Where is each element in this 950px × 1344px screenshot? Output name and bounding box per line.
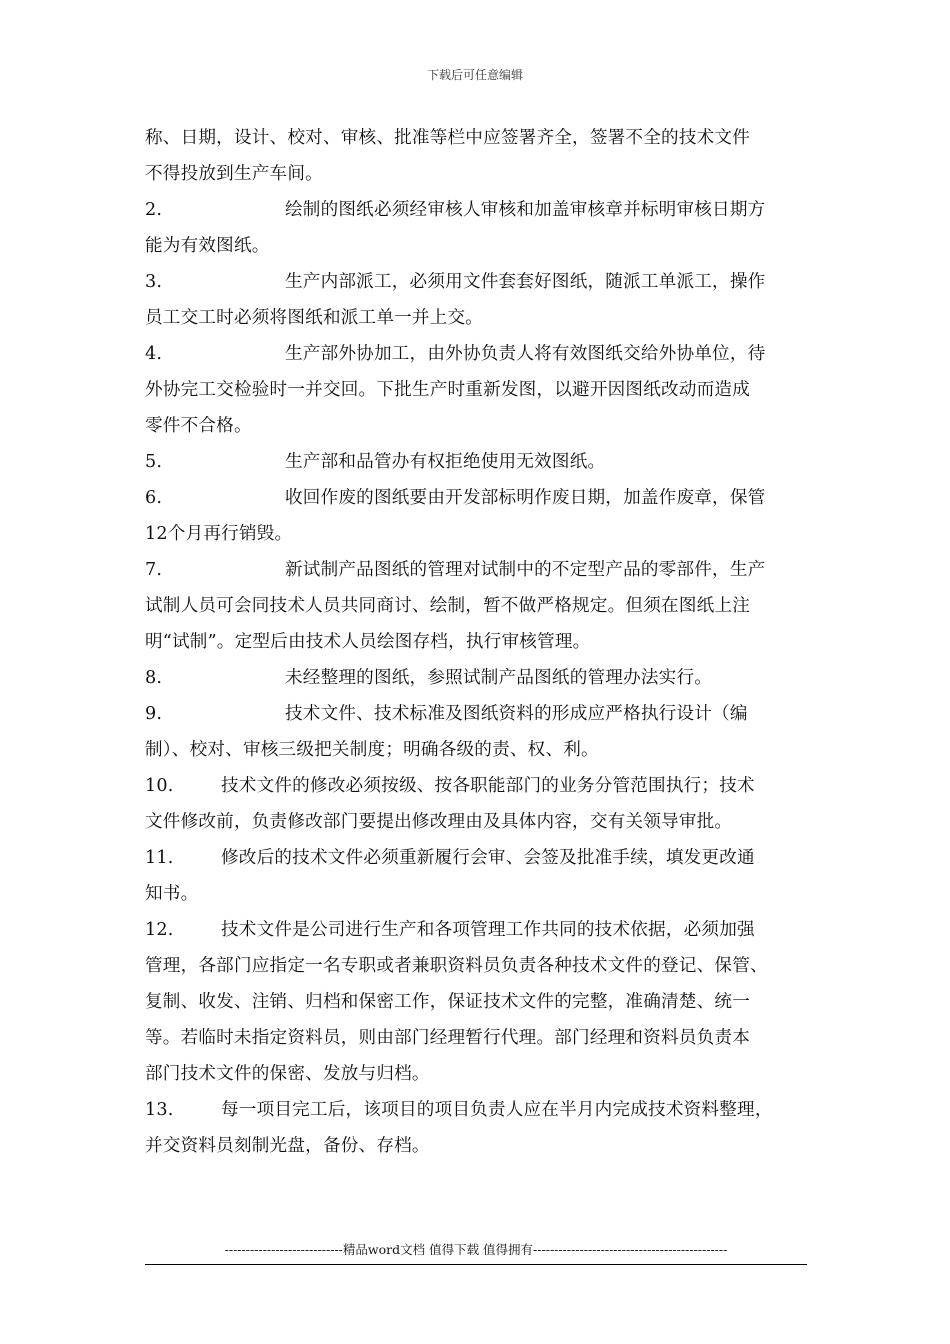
text-line: [145, 516, 811, 552]
text-line: [145, 120, 811, 156]
text-line: [145, 696, 811, 732]
text-line: [145, 300, 811, 336]
line-text: 试制人员可会同技术人员共同商讨、绘制，暂不做严格规定。但须在图纸上注: [145, 596, 750, 616]
line-text: 制）、校对、审核三级把关制度；明确各级的责、权、利。: [145, 740, 599, 760]
text-line: [145, 840, 811, 876]
line-text: 修改后的技术文件必须重新履行会审、会签及批准手续，填发更改通: [221, 848, 755, 868]
item-number: 10.: [145, 776, 174, 796]
item-number: 2.: [145, 200, 163, 220]
line-text: 管理，各部门应指定一名专职或者兼职资料员负责各种技术文件的登记、保管、: [145, 956, 768, 976]
text-line: [145, 156, 811, 192]
text-line: [145, 444, 811, 480]
line-text: 12个月再行销毁。: [145, 524, 293, 544]
item-number: 9.: [145, 704, 163, 724]
text-line: [145, 372, 811, 408]
item-number: 6.: [145, 488, 163, 508]
text-line: [145, 264, 811, 300]
text-line: [145, 1092, 811, 1128]
text-line: [145, 480, 811, 516]
text-line: [145, 552, 811, 588]
page-footer: [145, 1240, 807, 1265]
line-text: 不得投放到生产车间。: [145, 164, 323, 184]
text-line: [145, 228, 811, 264]
line-text: 绘制的图纸必须经审核人审核和加盖审核章并标明审核日期方: [285, 200, 766, 220]
line-text: 员工交工时必须将图纸和派工单一并上交。: [145, 308, 484, 328]
line-text: 并交资料员刻制光盘，备份、存档。: [145, 1136, 430, 1156]
line-text: 知书。: [145, 884, 199, 904]
text-line: [145, 948, 811, 984]
line-text: 技术文件、技术标准及图纸资料的形成应严格执行设计（编: [285, 704, 748, 724]
line-text: 文件修改前，负责修改部门要提出修改理由及具体内容，交有关领导审批。: [145, 812, 733, 832]
footer-rule: [145, 1264, 807, 1265]
line-text: 生产部外协加工，由外协负责人将有效图纸交给外协单位，待: [285, 344, 766, 364]
text-line: [145, 588, 811, 624]
line-text: 等。若临时未指定资料员，则由部门经理暂行代理。部门经理和资料员负责本: [145, 1028, 750, 1048]
line-text: 称、日期，设计、校对、审核、批准等栏中应签署齐全，签署不全的技术文件: [145, 128, 750, 148]
text-line: [145, 1056, 811, 1092]
item-number: 8.: [145, 668, 163, 688]
text-line: [145, 1020, 811, 1056]
text-line: [145, 624, 811, 660]
line-text: 技术文件的修改必须按级、按各职能部门的业务分管范围执行；技术: [221, 776, 755, 796]
text-line: [145, 768, 811, 804]
line-text: 生产部和品管办有权拒绝使用无效图纸。: [285, 452, 606, 472]
line-text: 新试制产品图纸的管理对试制中的不定型产品的零部件，生产: [285, 560, 766, 580]
line-text: 能为有效图纸。: [145, 236, 270, 256]
text-line: [145, 912, 811, 948]
item-number: 11.: [145, 848, 174, 868]
line-text: 零件不合格。: [145, 416, 252, 436]
line-text: 外协完工交检验时一并交回。下批生产时重新发图，以避开因图纸改动而造成: [145, 380, 750, 400]
text-line: [145, 660, 811, 696]
text-line: [145, 1128, 811, 1164]
item-number: 13.: [145, 1100, 174, 1120]
item-number: 7.: [145, 560, 163, 580]
text-line: [145, 336, 811, 372]
text-line: [145, 984, 811, 1020]
line-text: 每一项目完工后，该项目的项目负责人应在半月内完成技术资料整理，: [221, 1100, 773, 1120]
text-line: [145, 192, 811, 228]
text-line: [145, 408, 811, 444]
line-text: 复制、收发、注销、归档和保密工作，保证技术文件的完整，准确清楚、统一: [145, 992, 750, 1012]
line-text: 收回作废的图纸要由开发部标明作废日期，加盖作废章，保管: [285, 488, 766, 508]
line-text: 技术文件是公司进行生产和各项管理工作共同的技术依据，必须加强: [221, 920, 755, 940]
text-line: [145, 804, 811, 840]
document-body: [145, 120, 811, 1164]
page-header: 下载后可任意编辑: [426, 68, 523, 82]
line-text: 明“试制”。定型后由技术人员绘图存档，执行审核管理。: [145, 632, 591, 652]
text-line: [145, 732, 811, 768]
footer-text: ----------------------------精品word文档 值得下载 值得拥有----------------------------------------------: [224, 1242, 728, 1257]
text-line: [145, 876, 811, 912]
item-number: 5.: [145, 452, 163, 472]
item-number: 3.: [145, 272, 163, 292]
line-text: 部门技术文件的保密、发放与归档。: [145, 1064, 430, 1084]
item-number: 12.: [145, 920, 174, 940]
line-text: 未经整理的图纸，参照试制产品图纸的管理办法实行。: [285, 668, 713, 688]
line-text: 生产内部派工，必须用文件套套好图纸，随派工单派工，操作: [285, 272, 766, 292]
item-number: 4.: [145, 344, 163, 364]
